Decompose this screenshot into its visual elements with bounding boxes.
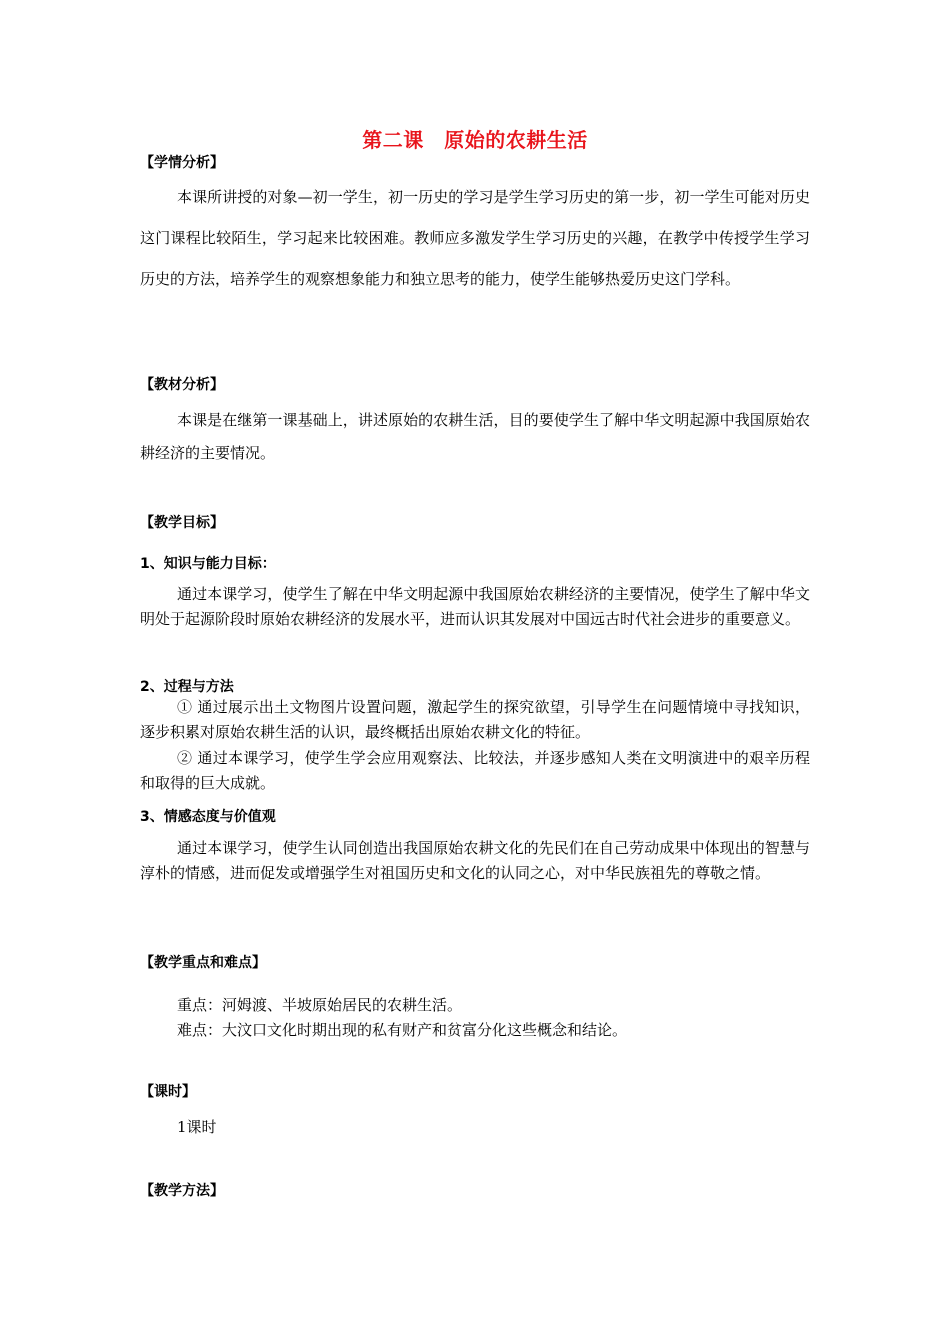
heading-key-points: 【教学重点和难点】 — [140, 955, 266, 971]
subheading-knowledge: 1、知识与能力目标： — [140, 556, 276, 572]
heading-methods: 【教学方法】 — [140, 1183, 224, 1199]
paragraph-process-item-1: ① 通过展示出土文物图片设置问题，激起学生的探究欲望，引导学生在问题情境中寻找知识，逐步积累对原始农耕生活的认识，最终概括出原始农耕文化的特征。 — [140, 698, 810, 741]
paragraph-material-analysis: 本课是在继第一课基础上，讲述原始的农耕生活，目的要使学生了解中华文明起源中我国原始农耕经济的主要情况。 — [140, 411, 810, 462]
text-difficult-point: 难点：大汶口文化时期出现的私有财产和贫富分化这些概念和结论。 — [177, 1021, 628, 1039]
paragraph-student-analysis: 本课所讲授的对象—初一学生，初一历史的学习是学生学习历史的第一步，初一学生可能对历史这门课程比较陌生，学习起来比较困难。教师应多激发学生学习历史的兴趣，在教学中传授学生学习历史的方法，培养学生的观察想象能力和独立思考的能力，使学生能够热爱历史这门学科。 — [140, 188, 810, 288]
text-class-hours: 1课时 — [177, 1118, 217, 1136]
heading-objectives: 【教学目标】 — [140, 515, 224, 531]
paragraph-emotion: 通过本课学习，使学生认同创造出我国原始农耕文化的先民们在自己劳动成果中体现出的智慧与淳朴的情感，进而促发或增强学生对祖国历史和文化的认同之心，对中华民族祖先的尊敬之情。 — [140, 839, 810, 882]
subheading-emotion: 3、情感态度与价值观 — [140, 809, 276, 825]
subheading-process: 2、过程与方法 — [140, 679, 234, 695]
text-key-point: 重点：河姆渡、半坡原始居民的农耕生活。 — [177, 996, 463, 1014]
heading-class-hours: 【课时】 — [140, 1084, 196, 1100]
page-title: 第二课 原始的农耕生活 — [362, 128, 588, 152]
paragraph-process-item-2: ② 通过本课学习，使学生学会应用观察法、比较法，并逐步感知人类在文明演进中的艰辛历程和取得的巨大成就。 — [140, 749, 810, 792]
heading-material-analysis: 【教材分析】 — [140, 377, 224, 393]
paragraph-knowledge: 通过本课学习，使学生了解在中华文明起源中我国原始农耕经济的主要情况，使学生了解中华文明处于起源阶段时原始农耕经济的发展水平，进而认识其发展对中国远古时代社会进步的重要意义。 — [140, 585, 810, 628]
heading-student-analysis: 【学情分析】 — [140, 155, 224, 171]
